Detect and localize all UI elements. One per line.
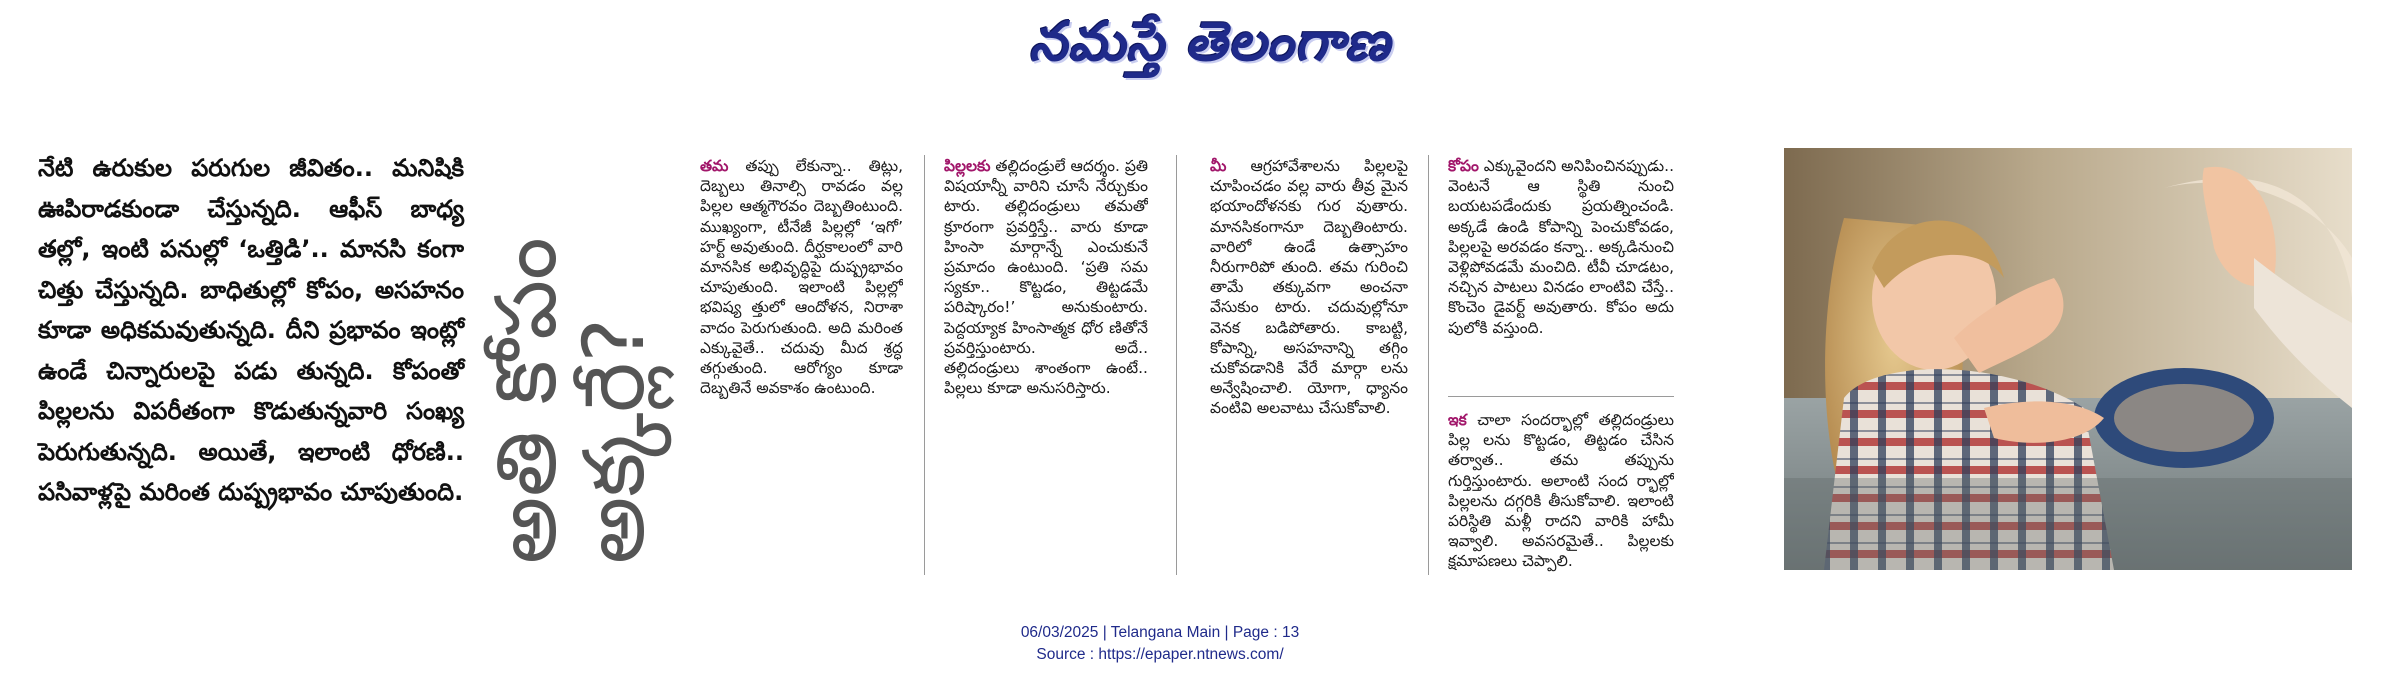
edition-info: 06/03/2025 | Telangana Main | Page : 13 <box>1020 624 1300 641</box>
column-text: తల్లిదండ్రులే ఆదర్శం. ప్రతి విషయాన్నీ వారిని చూసే నేర్చుకుం టారు. తల్లిదండ్రులు తమతో క్రూరంగా ప్రవర్తిస్తే.. వారు కూడా హింసా మార్గాన్నే ఎంచుకునే ప్రమాదం ఉంటుంది. ‘ప్రతి సమ స్యకూ.. కొట్టడం, తిట్టడమే పరిష్కారం!’ అనుకుంటారు. పెద్దయ్యాక హింసాత్మక ధోర ణితోనే ప్రవర్తిస్తుంటారు. అదే.. తల్లిదండ్రులు శాంతంగా ఉంటే.. పిల్లలు కూడా అనుసరిస్తారు. <box>944 157 1148 398</box>
headline-line-2: అక్కర్లే? <box>565 317 663 564</box>
article-photo <box>1784 148 2352 570</box>
column-lead-word: మీ <box>1210 157 1227 175</box>
child-covering-face-photo <box>1784 148 2352 570</box>
column-text: ఆగ్రహావేశాలను పిల్లలపై చూపించడం వల్ల వారు తీవ్ర మైన భయాందోళనకు గుర వుతారు. మానసికంగానూ దెబ్బతింటారు. వారిలో ఉండే ఉత్సాహం నీరుగారిపో తుంది. తమ గురించి తామే తక్కువగా అంచనా వేసుకుం టారు. చదువుల్లోనూ వెనక బడిపోతారు. కాబట్టి, కోపాన్ని, అసహనాన్ని తగ్గిం చుకోవడానికి వేరే మార్గా లను అన్వేషించాలి. యోగా, ధ్యానం వంటివి అలవాటు చేసుకోవాలి. <box>1210 157 1408 418</box>
column-divider <box>1428 155 1429 575</box>
article-column-1 <box>700 156 903 574</box>
column-text: తప్పు లేకున్నా.. తిట్లు, దెబ్బలు తినాల్సి రావడం వల్ల పిల్లల ఆత్మగౌరవం దెబ్బతింటుంది. ముఖ్యంగా, టీనేజీ పిల్లల్లో ‘ఇగో’ హర్ట్ అవుతుంది. దీర్ఘకాలంలో వారి మానసిక అభివృద్ధిపై దుష్ప్రభావం చూపుతుంది. ఇలాంటి పిల్లల్లో భవిష్య త్తులో ఆందోళన, నిరాశా వాదం పెరుగుతుంది. అది మరింత ఎక్కువైతే.. చదువు మీద శ్రద్ధ తగ్గుతుంది. ఆరోగ్యం కూడా దెబ్బతినే అవకాశం ఉంటుంది. <box>700 157 903 398</box>
page-footer <box>900 622 1420 666</box>
article-column-2 <box>944 156 1148 574</box>
article-intro: నేటి ఉరుకుల పరుగుల జీవితం.. మనిషికి ఊపిరాడకుండా చేస్తున్నది. ఆఫీస్ బాధ్య తల్లో, ఇంటి పనుల్లో ‘ఒత్తిడి’.. మానసి కంగా చిత్తు చేస్తున్నది. బాధితుల్లో కోపం, అసహనం కూడా అధికమవుతున్నది. దీని ప్రభావం ఇంట్లో ఉండే చిన్నారులపై పడు తున్నది. కోపంతో పిల్లలను విపరీతంగా కొడుతున్నవారి సంఖ్య పెరుగుతున్నది. అయితే, ఇలాంటి ధోరణి.. పసివాళ్లపై మరింత దుష్ప్రభావం చూపుతుంది. <box>38 154 464 506</box>
article-column-4-bottom <box>1448 410 1674 578</box>
column-text: చాలా సందర్భాల్లో తల్లిదండ్రులు పిల్ల లను కొట్టడం, తిట్టడం చేసిన తర్వాత.. తమ తప్పును గుర్తిస్తుంటారు. అలాంటి సంద ర్భాల్లో పిల్లలను దగ్గరికి తీసుకోవాలి. ఇలాంటి పరిస్థితి మళ్లీ రాదని వారికి హామీ ఇవ్వాలి. అవసరమైతే.. పిల్లలకు క్షమాపణలు చెప్పాలి. <box>1448 411 1674 571</box>
source-link[interactable]: Source : https://epaper.ntnews.com/ <box>1036 646 1284 663</box>
article-headline <box>476 144 676 574</box>
column-divider <box>1176 155 1177 575</box>
column-text: ఎక్కువైందని అనిపించినప్పుడు.. వెంటనే ఆ స్థితి నుంచి బయటపడేందుకు ప్రయత్నించండి. అక్కడే ఉండి కోపాన్ని పెంచుకోవడం, పిల్లలపై అరవడం కన్నా.. అక్కడినుంచి వెళ్లిపోవడమే మంచిది. టీవీ చూడటం, నచ్చిన పాటలు వినడం లాంటివి చేస్తే.. కొంచెం డైవర్ట్ అవుతారు. కోపం అదు పులోకి వస్తుంది. <box>1448 157 1674 337</box>
column-lead-word: ఇక <box>1448 411 1467 429</box>
column-lead-word: తమ <box>700 157 729 175</box>
column-lead-word: పిల్లలకు <box>944 157 991 175</box>
column-lead-word: కోపం <box>1448 157 1479 175</box>
column-divider <box>924 155 925 575</box>
section-divider <box>1448 396 1674 397</box>
headline-line-1: అతి కోపం <box>477 237 575 564</box>
article-column-4-top <box>1448 156 1674 388</box>
newspaper-masthead: నమస్తే తెలంగాణ <box>1029 9 1391 73</box>
article-column-3 <box>1210 156 1408 574</box>
